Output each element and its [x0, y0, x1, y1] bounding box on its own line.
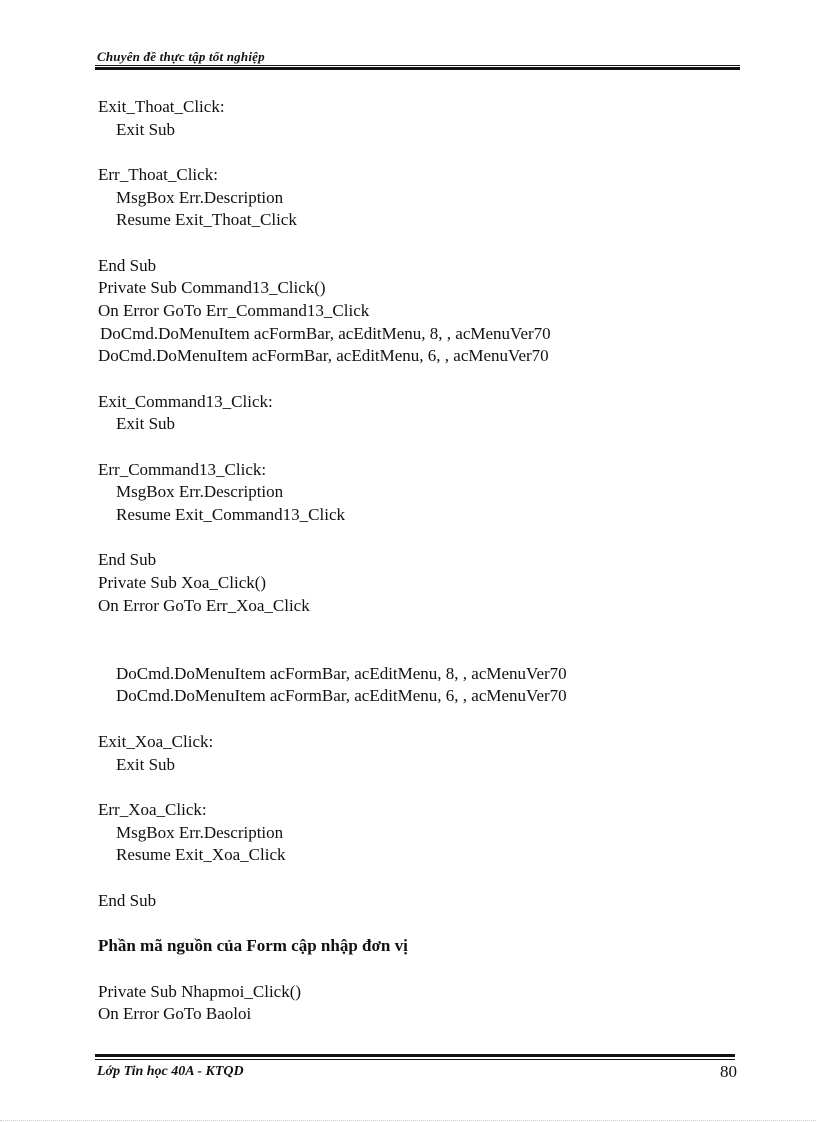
section-heading: Phần mã nguồn của Form cập nhập đơn vị: [98, 936, 408, 955]
code-line: End Sub: [98, 550, 157, 569]
page-edge-divider: [0, 1120, 816, 1121]
code-line: Exit Sub: [116, 120, 176, 139]
code-line: Exit Sub: [116, 755, 176, 774]
code-line: MsgBox Err.Description: [116, 823, 284, 842]
code-line: Private Sub Command13_Click(): [98, 278, 326, 297]
footer-rule-thin: [95, 1059, 735, 1060]
code-line: Resume Exit_Thoat_Click: [116, 210, 297, 229]
code-line: Exit_Xoa_Click:: [98, 732, 214, 751]
code-line: Resume Exit_Xoa_Click: [116, 845, 286, 864]
code-line: Err_Xoa_Click:: [98, 800, 207, 819]
code-line: MsgBox Err.Description: [116, 482, 284, 501]
header-rule-thin: [95, 65, 740, 66]
code-line: MsgBox Err.Description: [116, 188, 284, 207]
header-rule-thick: [95, 67, 740, 70]
code-line: On Error GoTo Err_Xoa_Click: [98, 596, 310, 615]
code-line: Private Sub Xoa_Click(): [98, 573, 267, 592]
code-line: On Error GoTo Err_Command13_Click: [98, 301, 370, 320]
footer-text: Lớp Tin học 40A - KTQD: [97, 1064, 244, 1079]
code-line: End Sub: [98, 891, 157, 910]
code-line: Exit Sub: [116, 414, 176, 433]
code-line: Resume Exit_Command13_Click: [116, 505, 346, 524]
header-title: Chuyên đề thực tập tốt nghiệp: [97, 49, 265, 64]
code-line: DoCmd.DoMenuItem acFormBar, acEditMenu, 8, , acMenuVer70: [100, 324, 551, 343]
code-line: DoCmd.DoMenuItem acFormBar, acEditMenu, 6, , acMenuVer70: [98, 346, 549, 365]
code-line: DoCmd.DoMenuItem acFormBar, acEditMenu, 6, , acMenuVer70: [116, 686, 567, 705]
code-line: Exit_Command13_Click:: [98, 392, 273, 411]
code-line: Err_Thoat_Click:: [98, 165, 218, 184]
code-line: Err_Command13_Click:: [98, 460, 267, 479]
footer-rule-thick: [95, 1054, 735, 1057]
code-line: Exit_Thoat_Click:: [98, 97, 225, 116]
code-line: On Error GoTo Baoloi: [98, 1004, 252, 1023]
code-line: DoCmd.DoMenuItem acFormBar, acEditMenu, 8, , acMenuVer70: [116, 664, 567, 683]
code-line: End Sub: [98, 256, 157, 275]
code-line: Private Sub Nhapmoi_Click(): [98, 982, 302, 1001]
page-number: 80: [720, 1062, 737, 1081]
